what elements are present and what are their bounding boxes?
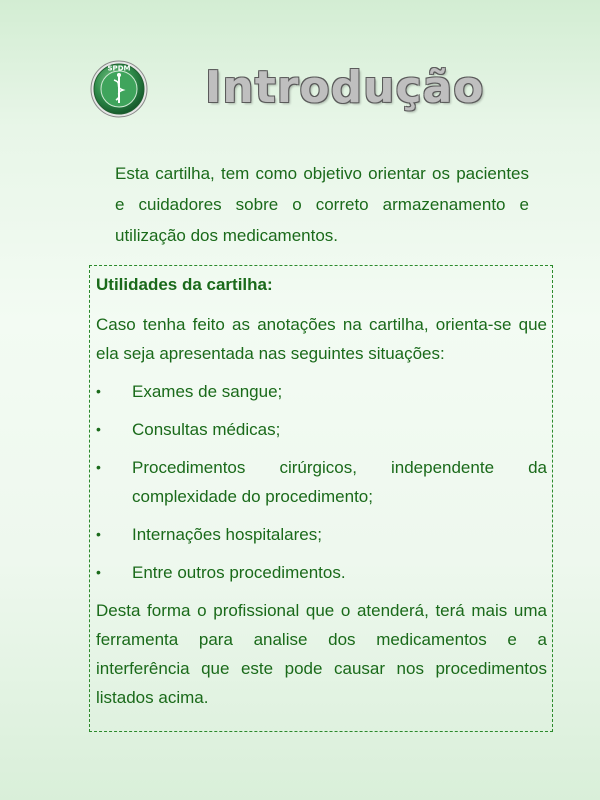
list-item: • Entre outros procedimentos.: [96, 558, 547, 587]
box-closing-text: Desta forma o profissional que o atenderá, terá mais uma ferramenta para analise dos medicamentos e a interferência que este pode causar nos procedimentos listados acima.: [96, 601, 547, 707]
bullet-icon: •: [96, 459, 101, 475]
svg-text:SPDM: SPDM: [107, 64, 131, 73]
page-title: Introdução: [205, 62, 485, 113]
situations-list: [96, 377, 547, 587]
utilities-box: [89, 265, 553, 732]
spdm-logo-icon: [90, 60, 148, 118]
list-item: • Exames de sangue;: [96, 377, 547, 406]
list-item: • Procedimentos cirúrgicos, independente da complexidade do procedimento;: [96, 453, 547, 511]
list-item: • Internações hospitalares;: [96, 520, 547, 549]
box-lead-text: Caso tenha feito as anotações na cartilha, orienta-se que ela seja apresentada nas seguintes situações:: [96, 315, 547, 363]
list-item: • Consultas médicas;: [96, 415, 547, 444]
intro-paragraph: Esta cartilha, tem como objetivo orientar os pacientes e cuidadores sobre o correto armazenamento e utilização dos medicamentos.: [115, 164, 529, 245]
bullet-icon: •: [96, 526, 101, 542]
bullet-icon: •: [96, 421, 101, 437]
box-title: Utilidades da cartilha:: [96, 275, 273, 294]
bullet-icon: •: [96, 564, 101, 580]
spdm-logo: [90, 60, 148, 118]
bullet-icon: •: [96, 383, 101, 399]
